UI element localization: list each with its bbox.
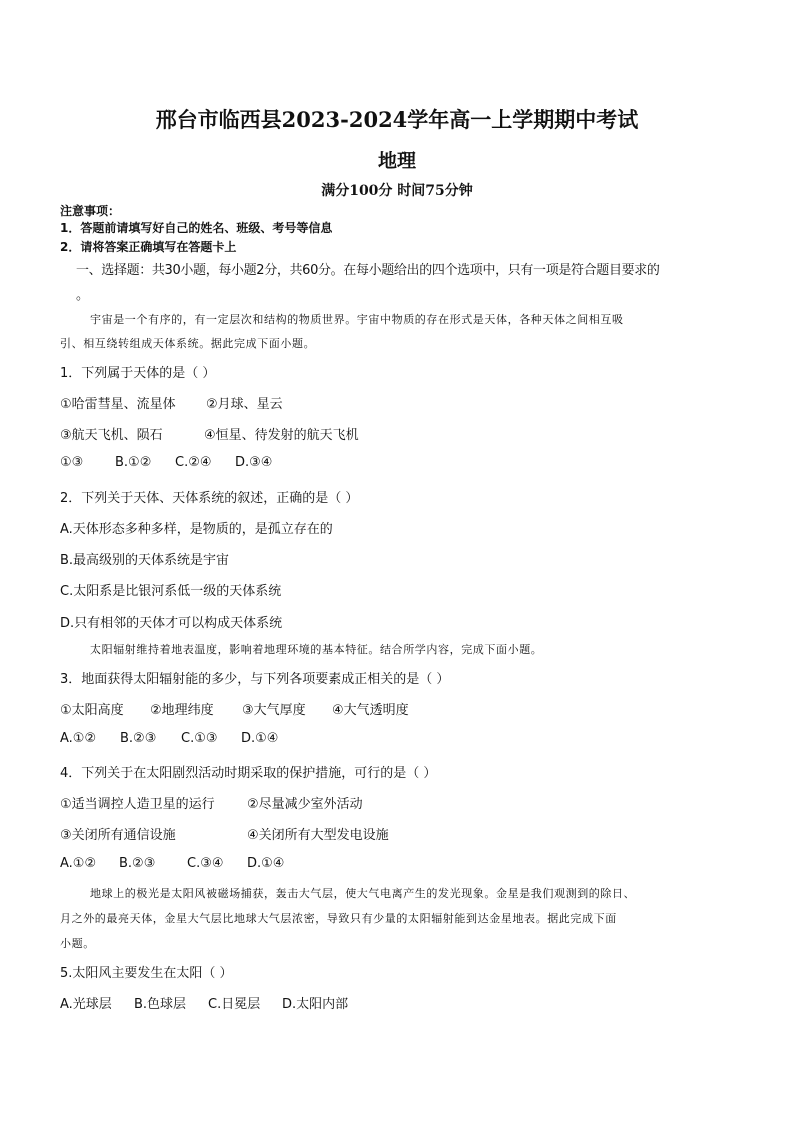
answer-choices: [60, 455, 272, 470]
choice: A.①②: [60, 731, 97, 746]
choice: C.③④: [187, 856, 224, 871]
subject-title: 地理: [377, 150, 416, 172]
item: ④大气透明度: [332, 703, 409, 718]
choice: C.日冕层: [208, 997, 261, 1012]
question-items: [60, 699, 409, 718]
answer-choices: [60, 856, 284, 871]
section-intro: 一、选择题：共30小题，每小题2分，共60分。在每小题给出的四个选项中，只有一项是符合题目要求的: [76, 263, 660, 278]
choice: ①③: [60, 455, 84, 470]
question-stem: 5.太阳风主要发生在太阳（ ）: [60, 966, 233, 981]
choice: C.太阳系是比银河系低一级的天体系统: [60, 584, 282, 599]
item: ②尽量减少室外活动: [247, 797, 363, 812]
passage-text: 地球上的极光是太阳风被磁场捕获，轰击大气层，使大气电离产生的发光现象。金星是我们观测到的除日、: [90, 887, 636, 900]
question-items: [60, 824, 389, 843]
question-stem: 4．下列关于在太阳剧烈活动时期采取的保护措施，可行的是（ ）: [60, 766, 437, 781]
question-stem: 2．下列关于天体、天体系统的叙述，正确的是（ ）: [60, 491, 359, 506]
item: ④关闭所有大型发电设施: [247, 828, 389, 843]
exam-title: 邢台市临西县2023-2024学年高一上学期期中考试: [155, 107, 639, 132]
choice: B.②③: [119, 856, 156, 871]
choice: B.最高级别的天体系统是宇宙: [60, 553, 230, 568]
question-stem: 1．下列属于天体的是（ ）: [60, 366, 216, 381]
item: ②月球、星云: [206, 397, 283, 412]
score-time: 满分100分 时间75分钟: [321, 183, 473, 199]
choice: C.②④: [175, 455, 212, 470]
question-items: [60, 393, 283, 412]
choice: B.①②: [115, 455, 152, 470]
item: ①适当调控人造卫星的运行: [60, 797, 215, 812]
item: ③关闭所有通信设施: [60, 828, 176, 843]
choice: D.只有相邻的天体才可以构成天体系统: [60, 616, 283, 631]
choice: D.①④: [241, 731, 279, 746]
choice: A.①②: [60, 856, 97, 871]
choice: B.色球层: [134, 997, 187, 1012]
choice: B.②③: [120, 731, 157, 746]
passage-text: 引、相互绕转组成天体系统。据此完成下面小题。: [60, 337, 316, 350]
choice: D.太阳内部: [282, 997, 349, 1012]
passage-text: 太阳辐射维持着地表温度，影响着地理环境的基本特征。结合所学内容，完成下面小题。: [90, 643, 543, 656]
notice-item: 2．请将答案正确填写在答题卡上: [60, 240, 237, 254]
choice: C.①③: [181, 731, 218, 746]
item: ③航天飞机、陨石: [60, 428, 163, 443]
question-items: [60, 793, 363, 812]
answer-choices: [60, 731, 278, 746]
section-intro-end: 。: [76, 288, 90, 303]
choice: A.天体形态多种多样，是物质的，是孤立存在的: [60, 522, 333, 537]
passage-text: 月之外的最亮天体，金星大气层比地球大气层浓密，导致只有少量的太阳辐射能到达金星地表。据此完成下面: [60, 912, 617, 925]
choice: D.③④: [235, 455, 273, 470]
choice: A.光球层: [60, 997, 112, 1012]
answer-choices: [60, 993, 348, 1012]
question-stem: 3．地面获得太阳辐射能的多少，与下列各项要素成正相关的是（ ）: [60, 672, 450, 687]
question-items: [60, 424, 359, 443]
passage-text: 宇宙是一个有序的，有一定层次和结构的物质世界。宇宙中物质的存在形式是天体，各种天体之间相互吸: [90, 313, 624, 326]
item: ①太阳高度: [60, 703, 124, 718]
notice-item: 1．答题前请填写好自己的姓名、班级、考号等信息: [60, 221, 333, 235]
passage-text: 小题。: [60, 937, 95, 950]
notice-heading: 注意事项：: [60, 204, 121, 218]
item: ④恒星、待发射的航天飞机: [204, 428, 359, 443]
item: ③大气厚度: [242, 703, 306, 718]
item: ②地理纬度: [150, 703, 214, 718]
item: ①哈雷彗星、流星体: [60, 397, 176, 412]
choice: D.①④: [247, 856, 285, 871]
